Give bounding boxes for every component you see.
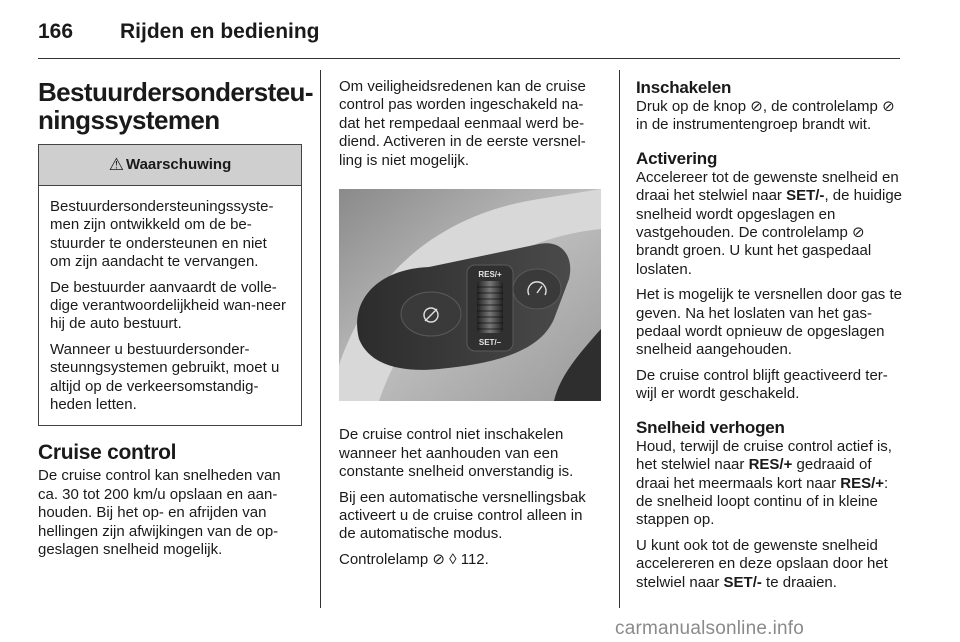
watermark: carmanualsonline.info	[615, 618, 805, 639]
page-number: 166	[38, 20, 74, 43]
warning-paragraph: De bestuurder aanvaardt de volle-dige verantwoordelijkheid wan-neer hij de auto bestuurt.	[50, 278, 286, 333]
warning-box	[38, 144, 302, 426]
paragraph: U kunt ook tot de gewenste snelheid accelereren en deze opslaan door het stelwiel naar SET/- te draaien.	[636, 536, 888, 591]
set-minus-label: SET/–	[478, 338, 502, 348]
column-3	[636, 78, 902, 599]
paragraph: De cruise control niet inschakelen wanneer het aanhouden van een constante snelheid onverstandig is.	[339, 426, 574, 481]
section-paragraph: De cruise control kan snelheden van ca. 30 tot 200 km/u opslaan en aan-houden. Bij het op- en afrijden van hellingen zijn afwijkingen van de op-geslagen snelheid mogelijk.	[38, 467, 281, 559]
column-divider-1	[320, 70, 321, 608]
section-title-cruise-control: Cruise control	[38, 441, 177, 465]
paragraph-lamp-reference: Controlelamp ⊘ ◊ 112.	[339, 550, 489, 568]
cruise-lamp-icon: ⊘	[882, 98, 895, 115]
paragraph: Bij een automatische versnellingsbak activeert u de cruise control alleen in de automatische modus.	[339, 488, 586, 543]
heading-snelheid-verhogen: Snelheid verhogen	[636, 417, 785, 437]
thumbwheel-roller	[477, 281, 503, 333]
column-1	[38, 77, 313, 567]
cancel-button-on-wheel	[401, 292, 461, 336]
header-rule	[38, 58, 900, 59]
paragraph: Om veiligheidsredenen kan de cruise control pas worden ingeschakeld na-dat het rempedaal eenmaal werd be-diend. Activeren in de eerste versnel-ling is niet mogelijk.	[339, 78, 586, 169]
page-reference-icon: ◊	[449, 550, 457, 568]
warning-body	[39, 186, 301, 425]
warning-label: Waarschuwing	[125, 155, 232, 173]
paragraph: Accelereer tot de gewenste snelheid en draai het stelwiel naar SET/-, de huidige snelheid wordt opgeslagen en vastgehouden. De controlelamp ⊘ brandt groen. U kunt het gaspedaal loslaten.	[636, 168, 903, 278]
cruise-lamp-icon: ⊘	[851, 224, 865, 242]
column-divider-2	[619, 70, 620, 608]
page-header	[38, 20, 900, 44]
paragraph: Het is mogelijk te versnellen door gas te geven. Na het loslaten van het gas-pedaal wordt opnieuw de opgeslagen snelheid aangehouden.	[636, 286, 902, 359]
cruise-lamp-icon: ⊘	[432, 550, 445, 568]
steering-wheel-photo	[339, 189, 601, 401]
res-plus-label: RES/+	[478, 270, 502, 280]
warning-triangle-icon: ⚠	[108, 154, 124, 174]
heading-activering: Activering	[636, 148, 718, 168]
cruise-button-icon: ⊘	[750, 98, 763, 115]
warning-header	[39, 145, 301, 186]
chapter-title: Rijden en bediening	[120, 20, 320, 43]
paragraph: De cruise control blijft geactiveerd ter-wijl er wordt geschakeld.	[636, 366, 888, 403]
column-2	[339, 78, 601, 576]
paragraph: Houd, terwijl de cruise control actief is, het stelwiel naar RES/+ gedraaid of draai het meermaals kort naar RES/+: de snelheid loopt continu of in kleine stappen op.	[636, 437, 892, 529]
heading-inschakelen: Inschakelen	[636, 78, 732, 97]
warning-paragraph: Wanneer u bestuurdersonder-steunngsystemen gebruikt, moet u altijd op de verkeersomstandig-heden letten.	[50, 340, 280, 414]
main-title: Bestuurdersondersteu- ningssystemen	[38, 77, 313, 135]
paragraph: Druk op de knop ⊘, de controlelamp ⊘ in de instrumentengroep brandt wit.	[636, 98, 895, 134]
warning-paragraph: Bestuurdersondersteuningssyste-men zijn ontwikkeld om de be-stuurder te ondersteunen en niet om zijn aandacht te vervangen.	[50, 198, 274, 271]
cruise-on-button	[513, 269, 561, 309]
